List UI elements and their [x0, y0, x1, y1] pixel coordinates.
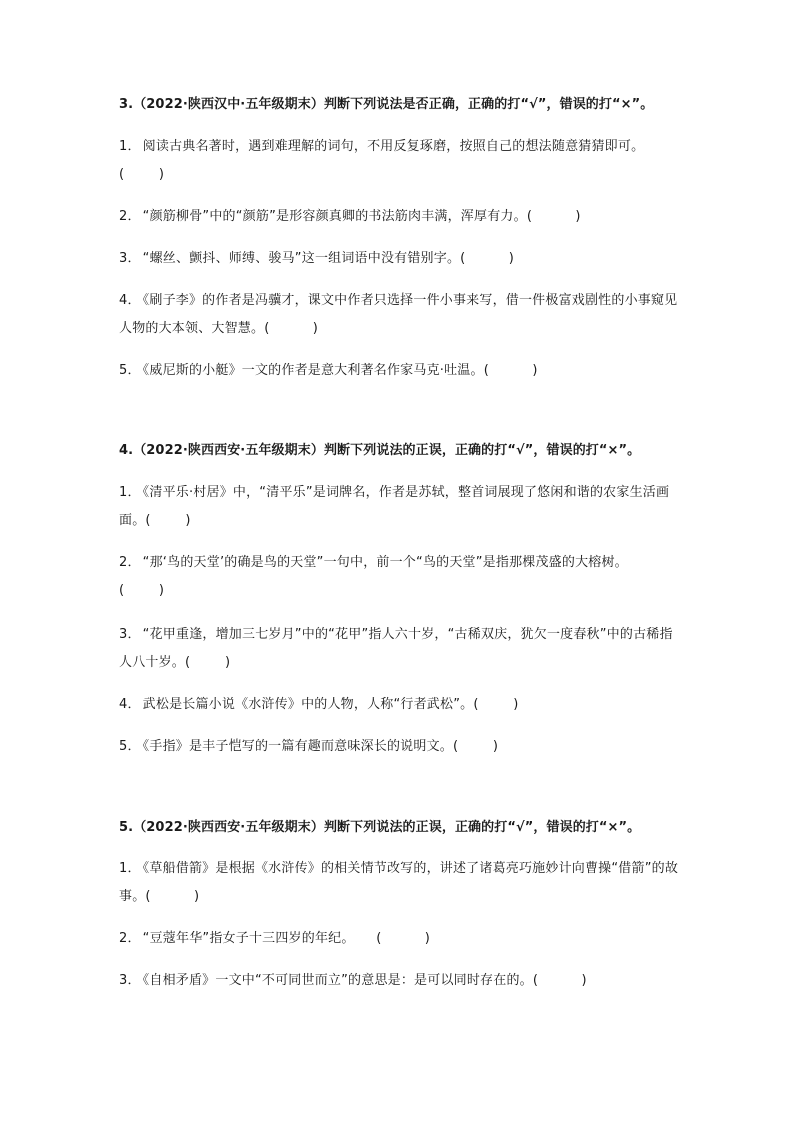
- item-number: 1．: [119, 139, 141, 154]
- statement-item: [119, 245, 679, 273]
- question-number: 3.: [119, 97, 134, 112]
- item-text: 《手指》是丰子恺写的一篇有趣而意味深长的说明文。: [142, 739, 453, 754]
- statement-item: [119, 549, 679, 605]
- statement-item: [119, 133, 679, 189]
- answer-blank[interactable]: ( ): [526, 209, 581, 224]
- item-text: 《自相矛盾》一文中“不可同世而立”的意思是：是可以同时存在的。: [142, 973, 533, 988]
- item-text: “豆蔻年华”指女子十三四岁的年纪。: [142, 931, 355, 946]
- statement-item: [119, 967, 679, 995]
- question-stem: （2022·陕西西安·五年级期末）判断下列说法的正误，正确的打“√”，错误的打“×”。: [133, 443, 641, 458]
- item-number: 3．: [119, 973, 141, 988]
- question-stem: （2022·陕西西安·五年级期末）判断下列说法的正误，正确的打“√”，错误的打“×”。: [133, 820, 641, 835]
- item-text: “那‘鸟的天堂’的确是鸟的天堂”一句中，前一个“鸟的天堂”是指那棵茂盛的大榕树。: [142, 555, 628, 570]
- statement-item: [119, 479, 679, 535]
- answer-blank[interactable]: ( ): [119, 583, 165, 598]
- statement-item: [119, 925, 679, 953]
- answer-blank[interactable]: ( ): [452, 739, 499, 754]
- statement-item: [119, 733, 679, 761]
- item-text: 武松是长篇小说《水浒传》中的人物，人称“行者武松”。: [142, 697, 474, 712]
- statement-item: [119, 357, 679, 385]
- item-number: 4．: [119, 293, 141, 308]
- question-title: [119, 820, 640, 836]
- answer-blank[interactable]: ( ): [354, 931, 431, 946]
- item-number: 4．: [119, 697, 141, 712]
- item-text: 《草船借箭》是根据《水浒传》的相关情节改写的，讲述了诸葛亮巧施妙计向曹操“借箭”的故事。: [119, 861, 679, 904]
- answer-blank[interactable]: ( ): [145, 513, 191, 528]
- answer-blank[interactable]: ( ): [473, 697, 519, 712]
- answer-blank[interactable]: ( ): [145, 889, 200, 904]
- item-text: 《刷子李》的作者是冯骥才，课文中作者只选择一件小事来写，借一件极富戏剧性的小事窥见人物的大本领、大智慧。: [119, 293, 678, 336]
- answer-blank[interactable]: ( ): [264, 321, 319, 336]
- answer-blank[interactable]: ( ): [532, 973, 587, 988]
- answer-blank[interactable]: ( ): [185, 655, 231, 670]
- answer-blank[interactable]: ( ): [119, 167, 165, 182]
- statement-item: [119, 691, 679, 719]
- question-title: [119, 97, 653, 113]
- statement-item: [119, 287, 679, 343]
- item-number: 2．: [119, 209, 141, 224]
- item-number: 5．: [119, 739, 141, 754]
- statement-item: [119, 621, 679, 677]
- item-text: 阅读古典名著时，遇到难理解的词句，不用反复琢磨，按照自己的想法随意猜猜即可。: [142, 139, 645, 154]
- answer-blank[interactable]: ( ): [483, 363, 538, 378]
- item-number: 3．: [119, 251, 141, 266]
- question-stem: （2022·陕西汉中·五年级期末）判断下列说法是否正确，正确的打“√”，错误的打“×”。: [133, 97, 654, 112]
- item-number: 5．: [119, 363, 141, 378]
- item-text: 《清平乐·村居》中，“清平乐”是词牌名，作者是苏轼，整首词展现了悠闲和谐的农家生活画面。: [119, 485, 670, 528]
- statement-item: [119, 855, 679, 911]
- question-number: 4.: [119, 443, 134, 458]
- item-number: 2．: [119, 931, 141, 946]
- item-number: 1．: [119, 485, 141, 500]
- item-text: “螺丝、颤抖、师缚、骏马”这一组词语中没有错别字。: [142, 251, 461, 266]
- item-text: 《威尼斯的小艇》一文的作者是意大利著名作家马克·吐温。: [142, 363, 484, 378]
- answer-blank[interactable]: ( ): [460, 251, 515, 266]
- item-number: 2．: [119, 555, 141, 570]
- item-number: 1．: [119, 861, 141, 876]
- item-text: “花甲重逢，增加三七岁月”中的“花甲”指人六十岁，“古稀双庆，犹欠一度春秋”中的古稀指人八十岁。: [119, 627, 673, 670]
- item-text: “颜筋柳骨”中的“颜筋”是形容颜真卿的书法筋肉丰满，浑厚有力。: [142, 209, 527, 224]
- statement-item: [119, 203, 679, 231]
- question-title: [119, 443, 640, 459]
- question-number: 5.: [119, 820, 134, 835]
- item-number: 3．: [119, 627, 141, 642]
